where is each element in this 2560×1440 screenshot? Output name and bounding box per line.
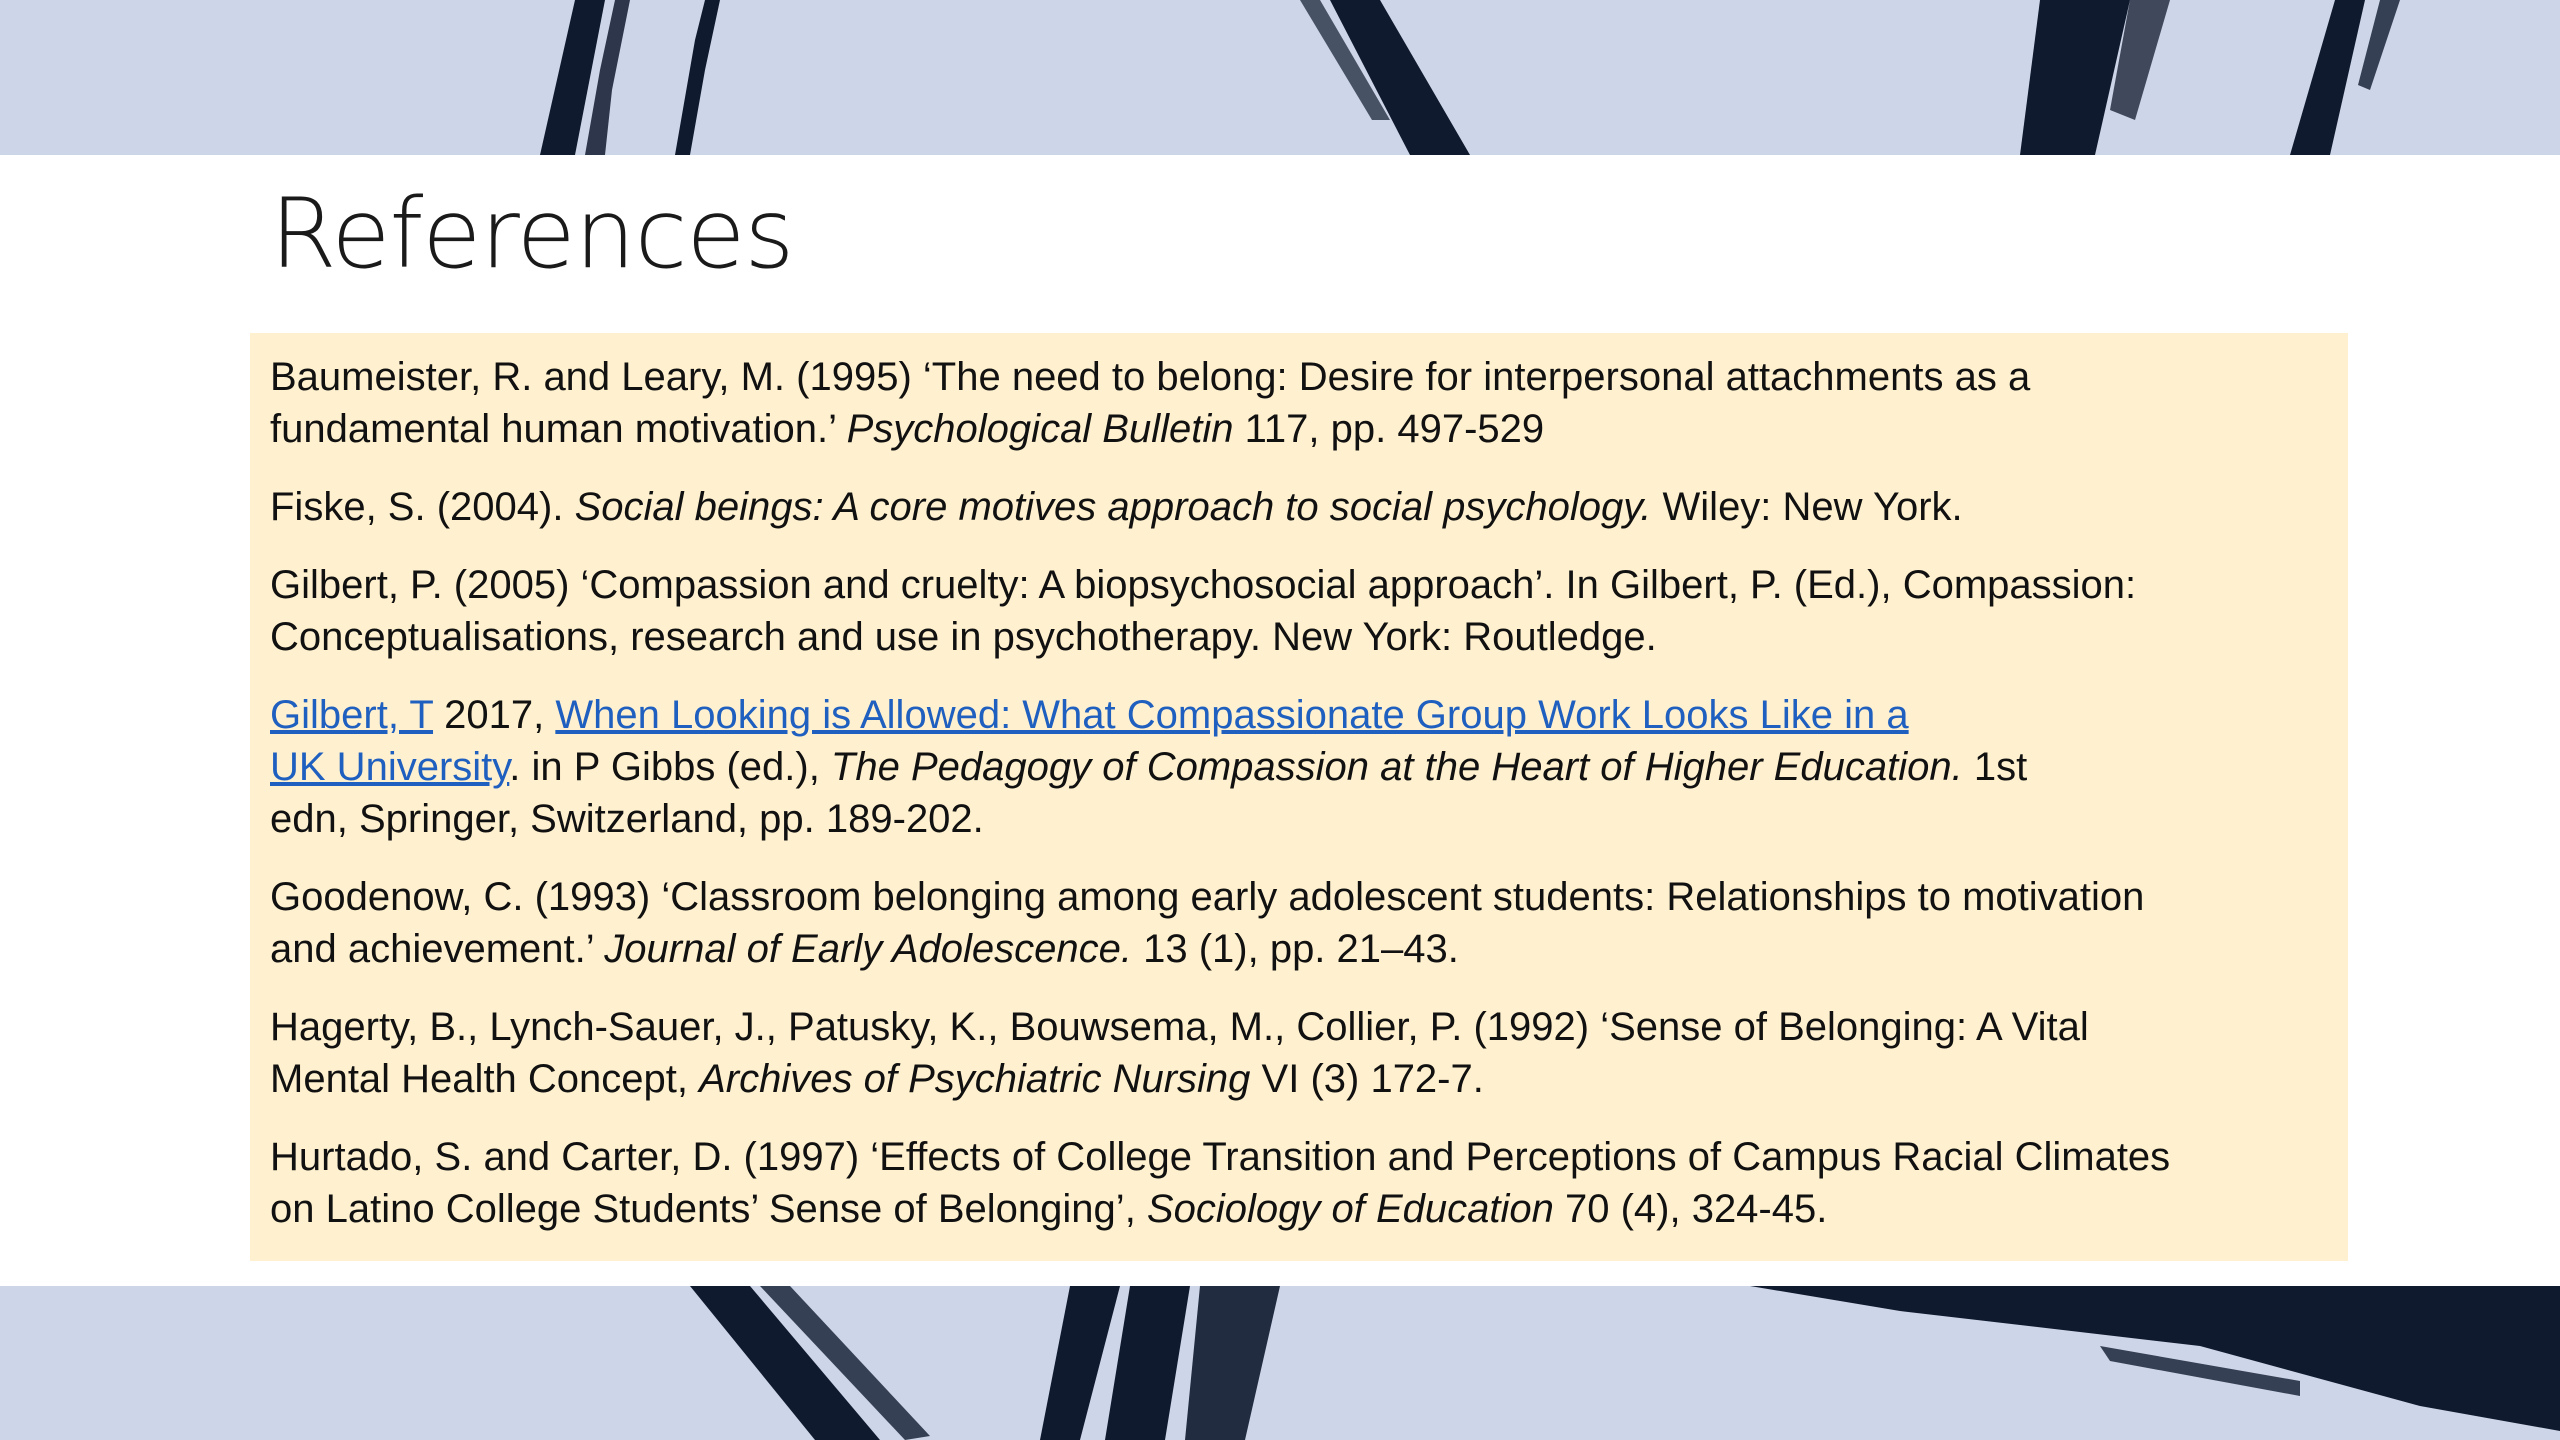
reference-text: 2017, — [433, 693, 556, 737]
reference-item-gilbert-p — [270, 559, 2328, 663]
reference-text: . in P Gibbs (ed.), — [509, 745, 831, 789]
reference-text: and achievement.’ — [270, 927, 605, 971]
brush-stroke-decoration-bottom — [0, 1286, 2560, 1440]
bottom-decorative-band — [0, 1286, 2560, 1440]
reference-text: 13 (1), pp. 21–43. — [1131, 927, 1459, 971]
reference-book-title: The Pedagogy of Compassion at the Heart of Higher Education. — [830, 745, 1963, 789]
reference-text: Fiske, S. (2004). — [270, 485, 575, 529]
reference-text: on Latino College Students’ Sense of Belonging’, — [270, 1187, 1147, 1231]
reference-item-fiske — [270, 481, 2328, 533]
reference-text: VI (3) 172-7. — [1250, 1057, 1484, 1101]
reference-journal: Sociology of Education — [1146, 1187, 1554, 1231]
reference-text: edn, Springer, Switzerland, pp. 189-202. — [270, 797, 984, 841]
reference-text: 70 (4), 324-45. — [1553, 1187, 1828, 1231]
reference-text: Baumeister, R. and Leary, M. (1995) ‘The need to belong: Desire for interpersonal attachments as a — [270, 355, 2031, 399]
reference-journal: Archives of Psychiatric Nursing — [699, 1057, 1251, 1101]
reference-text: Wiley: New York. — [1651, 485, 1963, 529]
reference-text: Goodenow, C. (1993) ‘Classroom belonging among early adolescent students: Relationships to motivation — [270, 875, 2145, 919]
reference-text: 117, pp. 497-529 — [1233, 407, 1545, 451]
reference-item-hurtado — [270, 1131, 2328, 1235]
chapter-title-link-continued[interactable]: UK University — [270, 745, 510, 789]
brush-stroke-decoration-top — [0, 0, 2560, 155]
top-decorative-band — [0, 0, 2560, 155]
reference-book-title: Social beings: A core motives approach to social psychology. — [574, 485, 1652, 529]
reference-text: Hurtado, S. and Carter, D. (1997) ‘Effects of College Transition and Perceptions of Campus Racial Climates — [270, 1135, 2171, 1179]
reference-item-goodenow — [270, 871, 2328, 975]
reference-text: Conceptualisations, research and use in psychotherapy. New York: Routledge. — [270, 615, 1657, 659]
reference-text: fundamental human motivation.’ — [270, 407, 847, 451]
reference-item-baumeister — [270, 351, 2328, 455]
reference-item-gilbert-t — [270, 689, 2328, 845]
reference-text: Gilbert, P. (2005) ‘Compassion and cruelty: A biopsychosocial approach’. In Gilbert, P. (Ed.), Compassion: — [270, 563, 2137, 607]
page-title: References — [270, 178, 794, 290]
slide-content — [0, 155, 2560, 1286]
author-link-gilbert-t[interactable]: Gilbert, T — [270, 693, 434, 737]
reference-journal: Journal of Early Adolescence. — [604, 927, 1132, 971]
reference-text: Hagerty, B., Lynch-Sauer, J., Patusky, K., Bouwsema, M., Collier, P. (1992) ‘Sense of Belonging: A Vital — [270, 1005, 2089, 1049]
reference-text: 1st — [1962, 745, 2028, 789]
reference-text: Mental Health Concept, — [270, 1057, 700, 1101]
references-box — [250, 333, 2348, 1261]
reference-item-hagerty — [270, 1001, 2328, 1105]
chapter-title-link[interactable]: When Looking is Allowed: What Compassionate Group Work Looks Like in a — [555, 693, 1909, 737]
reference-journal: Psychological Bulletin — [846, 407, 1234, 451]
